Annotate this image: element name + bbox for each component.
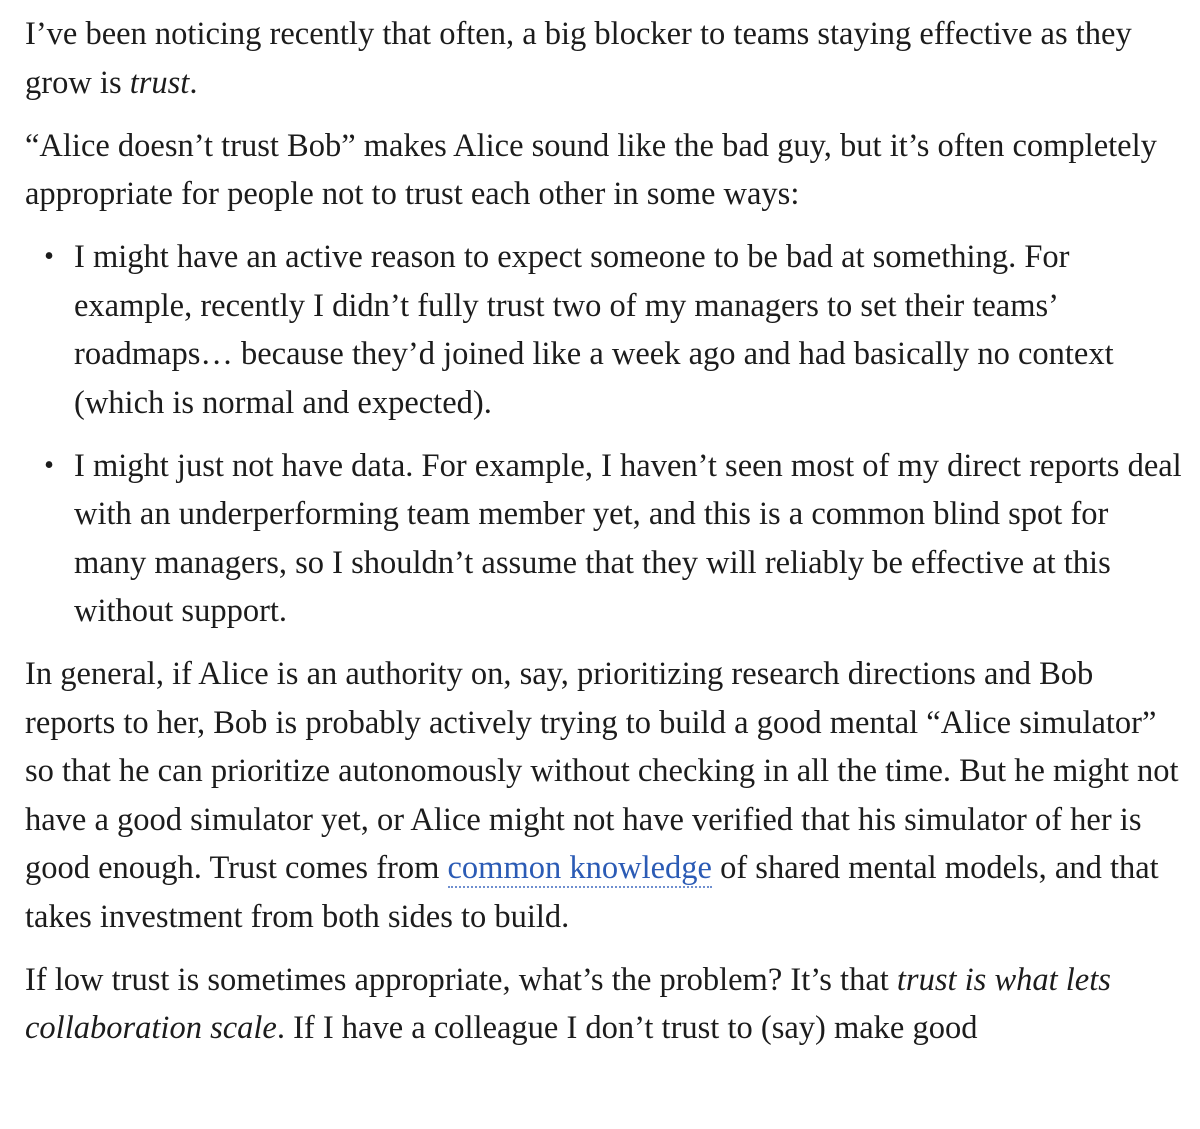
list-item	[25, 442, 1185, 636]
simulator-text-end: of shared mental models, and that takes investment from both sides to build.	[25, 850, 1159, 935]
bullet-icon: •	[44, 241, 54, 272]
low-trust-paragraph	[25, 956, 1185, 1053]
simulator-paragraph	[25, 650, 1185, 941]
low-trust-text: If low trust is sometimes appropriate, what’s the problem? It’s that	[25, 961, 897, 998]
bullet-icon: •	[44, 449, 54, 481]
alice-bob-paragraph: “Alice doesn’t trust Bob” makes Alice sound like the bad guy, but it’s often completely appropriate for people not to trust each other in some ways:	[25, 127, 1157, 212]
list-item-text: I might just not have data. For example, I haven’t seen most of my direct reports deal with an underperforming team member yet, and this is a common blind spot for many managers, so I shouldn’t assume that they will reliably be effective at this without support.	[74, 447, 1182, 629]
intro-text: I’ve been noticing recently that often, a big blocker to teams staying effective as they grow is	[25, 16, 1132, 101]
simulator-text: In general, if Alice is an authority on, say, prioritizing research directions and Bob reports to her, Bob is probably actively trying to build a good mental “Alice simulator” so that he can prioritize autonomously without checking in all the time. But he might not have a good simulator yet, or Alice might not have verified that his simulator of her is good enough. Trust comes from	[25, 656, 1179, 886]
article-body	[25, 0, 1185, 1067]
intro-end: .	[189, 64, 198, 101]
intro-paragraph	[25, 0, 1185, 107]
emphasis-scale: trust is what lets collaboration scale	[25, 961, 1111, 1046]
emphasis-trust: trust	[129, 64, 190, 101]
common-knowledge-link[interactable]: common knowledge	[447, 850, 712, 886]
list-item-text: I might have an active reason to expect someone to be bad at something. For example, recently I didn’t fully trust two of my managers to set their teams’ roadmaps… because they’d joined like a week ago and had basically no context (which is normal and expected).	[74, 239, 1114, 421]
reasons-list	[25, 233, 1185, 636]
low-trust-text-end: . If I have a colleague I don’t trust to (say) make good	[276, 1010, 978, 1046]
list-item	[25, 233, 1185, 427]
